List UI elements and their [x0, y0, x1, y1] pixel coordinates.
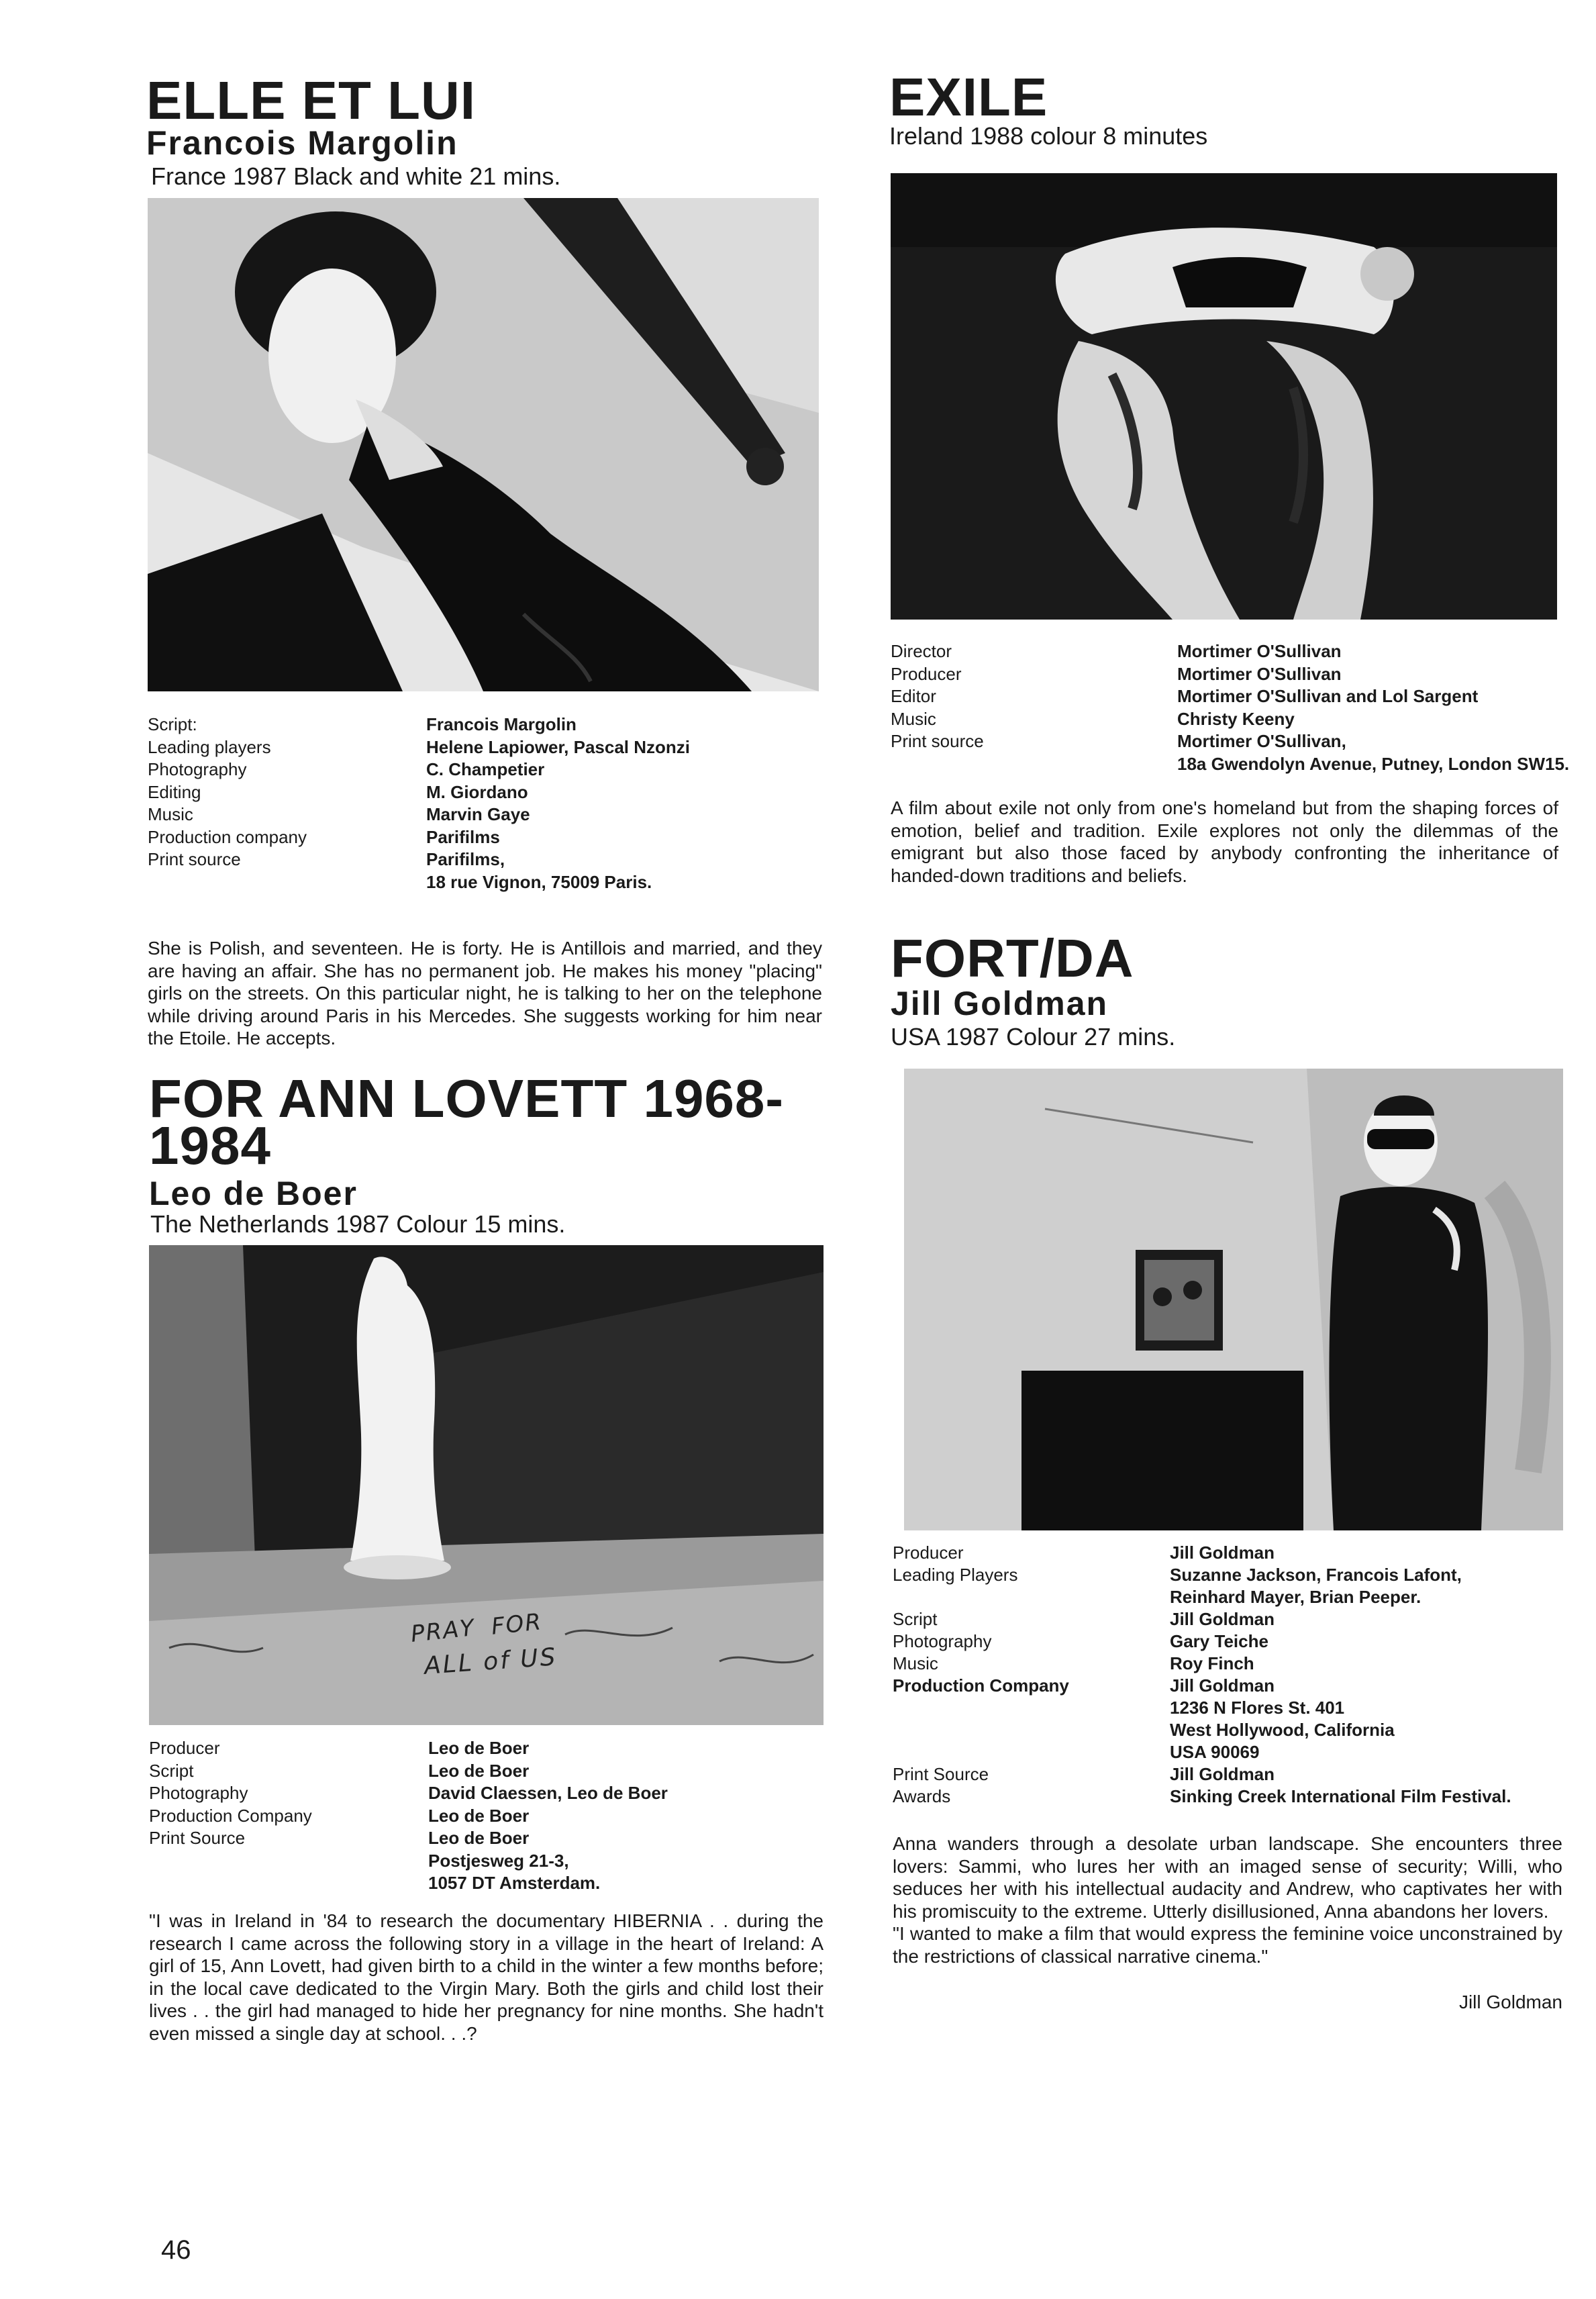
- film-still-photo: [904, 1069, 1563, 1530]
- credit-value-photography: Gary Teiche: [1170, 1631, 1268, 1651]
- credit-label-awards: Awards: [893, 1786, 951, 1806]
- credit-value-address-line-3: USA 90069: [1170, 1742, 1260, 1762]
- film-meta: USA 1987 Colour 27 mins.: [891, 1023, 1176, 1050]
- director-quote: "I wanted to make a film that would express the feminine voice unconstrained by the restrictions of classical narrative cinema.": [893, 1923, 1562, 1967]
- credit-value-producer: Jill Goldman: [1170, 1543, 1275, 1563]
- credits-list: [891, 640, 1570, 781]
- credit-value-address-line-2: West Hollywood, California: [1170, 1720, 1395, 1740]
- credit-label-music: Music: [891, 708, 936, 729]
- credit-label-leading-players: Leading players: [148, 736, 271, 757]
- credit-value-print-source: Mortimer O'Sullivan,: [1177, 731, 1346, 751]
- film-director: Leo de Boer: [149, 1175, 358, 1212]
- film-title: FORT/DA: [891, 928, 1134, 988]
- credit-label-print-source: Print Source: [149, 1828, 246, 1848]
- film-title-line-2: 1984: [149, 1116, 271, 1175]
- film-still-photo: [148, 198, 819, 691]
- credit-label-script: Script: [893, 1609, 938, 1629]
- credit-label-leading-players: Leading Players: [893, 1565, 1018, 1585]
- credit-value-address: 18 rue Vignon, 75009 Paris.: [426, 871, 652, 892]
- credit-value-print-source: Jill Goldman: [1170, 1764, 1275, 1784]
- credits-list: [893, 1542, 1557, 1817]
- credit-value-production-company: Leo de Boer: [428, 1805, 530, 1826]
- film-still-photo: [891, 173, 1557, 620]
- credit-value-music: Marvin Gaye: [426, 804, 530, 824]
- credit-value-print-source: Leo de Boer: [428, 1828, 530, 1848]
- film-director: Jill Goldman: [891, 985, 1109, 1022]
- credit-value-photography: C. Champetier: [426, 759, 545, 779]
- film-director: Francois Margolin: [146, 124, 458, 162]
- credit-value-producer: Mortimer O'Sullivan: [1177, 663, 1342, 684]
- credit-label-production-company: Production Company: [149, 1805, 312, 1826]
- credit-label-production-company: Production company: [148, 826, 307, 847]
- credit-value-music: Roy Finch: [1170, 1653, 1254, 1673]
- credit-label-print-source: Print Source: [893, 1764, 989, 1784]
- credit-value-script: Francois Margolin: [426, 714, 577, 734]
- page-number: 46: [161, 2235, 191, 2265]
- credit-value-music: Christy Keeny: [1177, 708, 1295, 729]
- credit-value-editor: Mortimer O'Sullivan and Lol Sargent: [1177, 686, 1479, 706]
- film-title: EXILE: [889, 67, 1048, 127]
- graffiti-for: FOR: [490, 1608, 544, 1641]
- credit-label-print-source: Print source: [891, 731, 984, 751]
- credit-value-print-source: Parifilms,: [426, 849, 505, 869]
- credit-label-music: Music: [148, 804, 193, 824]
- credit-value-address: 18a Gwendolyn Avenue, Putney, London SW15.: [1177, 753, 1570, 774]
- credit-label-producer: Producer: [891, 663, 962, 684]
- film-description: "I was in Ireland in '84 to research the documentary HIBERNIA . . during the research I came across the following story in a village in the heart of Ireland: A girl of 15, Ann Lovett, had given birth to a child in the winter a few months before; in the local cave dedicated to the Virgin Mary. Both the girls and child lost their lives . . the girl had managed to hide her pregnancy for nine months. She hadn't even missed a single day at school. . .?: [149, 1910, 824, 2044]
- credits-list: [148, 714, 819, 895]
- credit-value-production-company: Jill Goldman: [1170, 1675, 1275, 1696]
- credit-label-editor: Editor: [891, 686, 936, 706]
- film-title: FOR ANN LOVETT 1968-: [149, 1069, 785, 1128]
- credit-value-photography: David Claessen, Leo de Boer: [428, 1783, 668, 1803]
- credit-value-script: Leo de Boer: [428, 1760, 530, 1781]
- quote-attribution: Jill Goldman: [1458, 1992, 1562, 2012]
- credit-value-address-line-1: Postjesweg 21-3,: [428, 1850, 569, 1871]
- credit-label-producer: Producer: [893, 1543, 964, 1563]
- credit-label-producer: Producer: [149, 1738, 220, 1758]
- credit-value-script: Jill Goldman: [1170, 1609, 1275, 1629]
- film-still-photo: [149, 1245, 824, 1725]
- credit-value-leading-players-cont: Reinhard Mayer, Brian Peeper.: [1170, 1587, 1422, 1607]
- credit-label-script: Script:: [148, 714, 197, 734]
- credit-value-awards: Sinking Creek International Film Festival.: [1170, 1786, 1511, 1806]
- credit-label-photography: Photography: [149, 1783, 248, 1803]
- film-still-woman-in-sunglasses: [904, 1069, 1563, 1530]
- credit-value-address-line-1: 1236 N Flores St. 401: [1170, 1698, 1345, 1718]
- credit-value-producer: Leo de Boer: [428, 1738, 530, 1758]
- film-still-woman-reclining: [148, 198, 819, 691]
- credit-label-script: Script: [149, 1760, 194, 1781]
- credit-value-leading-players: Helene Lapiower, Pascal Nzonzi: [426, 736, 691, 757]
- graffiti-pray: PRAY: [409, 1614, 477, 1648]
- film-meta: Ireland 1988 colour 8 minutes: [889, 122, 1208, 150]
- credit-label-production-company: Production Company: [893, 1675, 1069, 1696]
- film-still-exile-figure: [891, 173, 1557, 620]
- credit-label-editing: Editing: [148, 781, 201, 802]
- film-description: Anna wanders through a desolate urban landscape. She encounters three lovers: Sammi, who lures her with an imaged sense of security; Willi, who seduces her with his intellectual audacity and Andrew, who captivates her with his promiscuity to the extreme. Utterly disillusioned, Anna abandons her lovers. "I wanted to make a film that would express the feminine voice unconstrained by the restrictions of classical narrative cinema.": [893, 1833, 1562, 1967]
- credit-value-address-line-2: 1057 DT Amsterdam.: [428, 1873, 601, 1893]
- graffiti-all-of-us: ALL of US: [423, 1643, 558, 1680]
- film-meta: France 1987 Black and white 21 mins.: [151, 162, 561, 190]
- film-title: ELLE ET LUI: [146, 70, 476, 130]
- film-description: She is Polish, and seventeen. He is forty. He is Antillois and married, and they are having an affair. She has no permanent job. He makes his money "placing" girls on the streets. On this particular night, he is talking to her on the telephone while driving around Paris in his Mercedes. She suggests working for him near the Etoile. He accepts.: [148, 938, 822, 1048]
- film-description: A film about exile not only from one's homeland but from the shaping forces of emotion, belief and tradition. Exile explores not only the dilemmas of the emigrant but also those faced by anybody confronting the inheritance of handed-down traditions and beliefs.: [891, 797, 1558, 886]
- credit-value-production-company: Parifilms: [426, 826, 500, 847]
- credit-label-photography: Photography: [893, 1631, 992, 1651]
- credit-value-editing: M. Giordano: [426, 781, 528, 802]
- credit-label-director: Director: [891, 641, 952, 661]
- credit-label-photography: Photography: [148, 759, 247, 779]
- credit-label-print-source: Print source: [148, 849, 241, 869]
- credit-label-music: Music: [893, 1653, 938, 1673]
- credit-value-director: Mortimer O'Sullivan: [1177, 641, 1342, 661]
- credits-list: [149, 1737, 820, 1898]
- film-meta: The Netherlands 1987 Colour 15 mins.: [150, 1210, 566, 1238]
- credit-value-leading-players: Suzanne Jackson, Francois Lafont,: [1170, 1565, 1462, 1585]
